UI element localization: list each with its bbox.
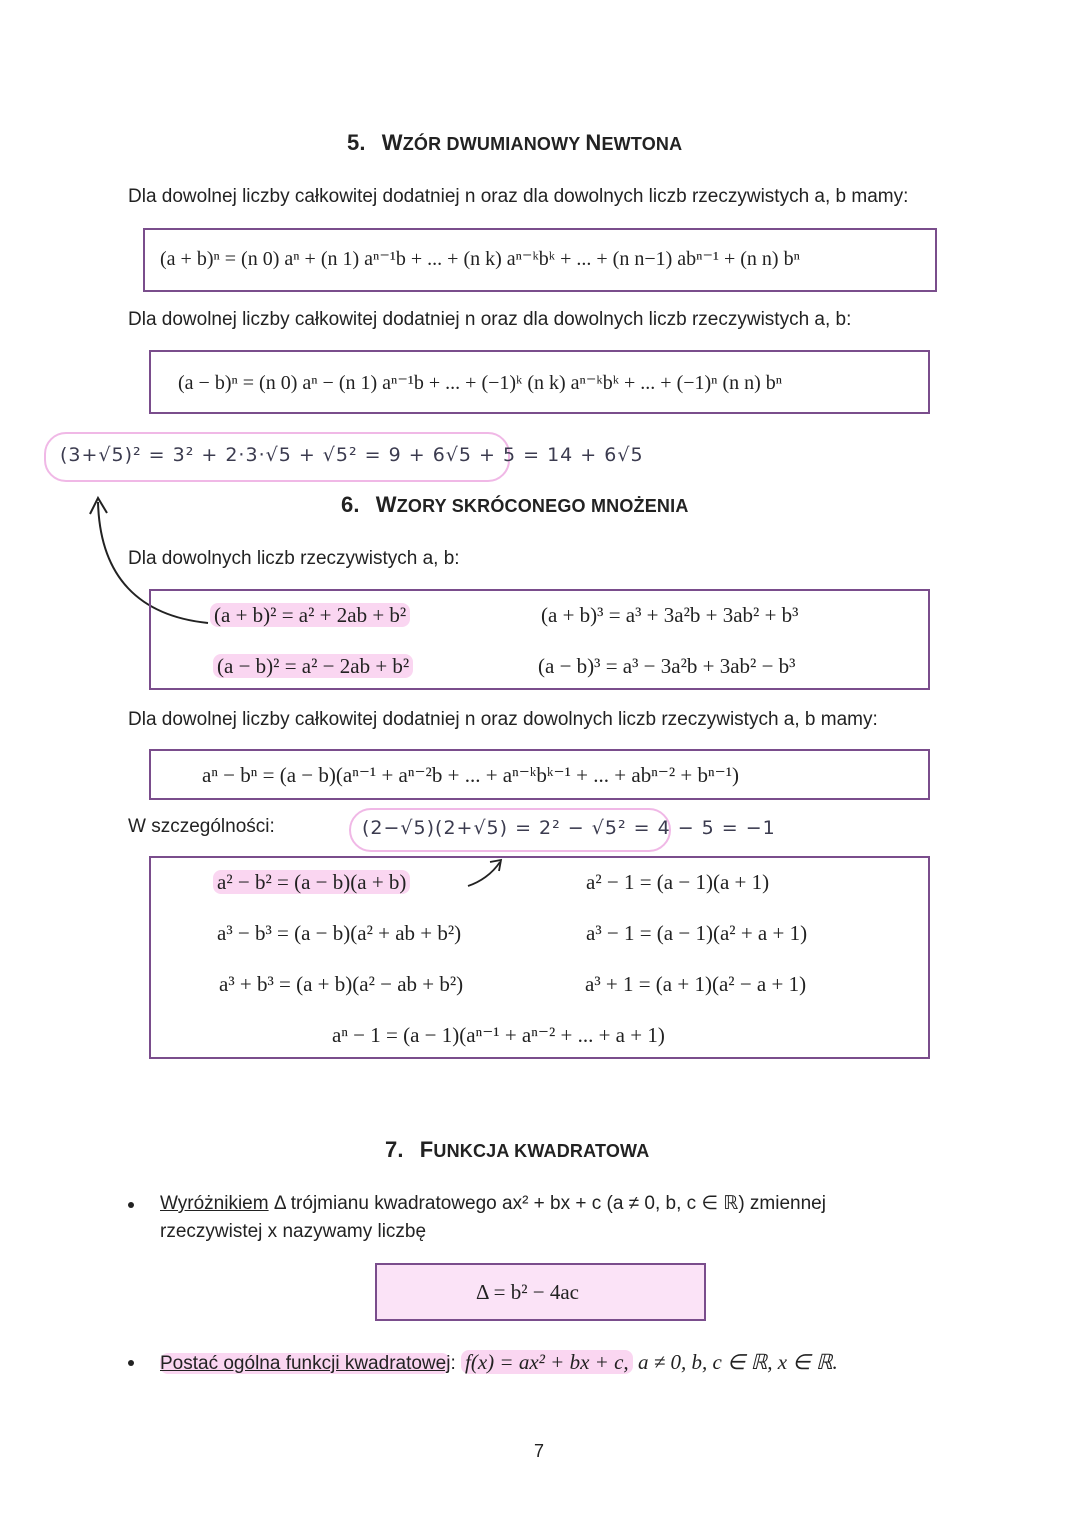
title-rest: ZORY SKRÓCONEGO MNOŻENIA bbox=[396, 496, 689, 516]
page-number: 7 bbox=[534, 1441, 545, 1461]
title-cap: N bbox=[585, 130, 602, 155]
title-rest: ZÓR DWUMIANOWY bbox=[402, 134, 586, 154]
discriminant-definition-line2: rzeczywistej x nazywamy liczbę bbox=[160, 1221, 427, 1242]
section-number: 6. bbox=[341, 492, 360, 517]
definition-text: Δ trójmianu kwadratowego ax² + bx + c (a ≠ 0, b, c ∈ ℝ) zmiennej bbox=[268, 1193, 826, 1214]
title-cap: F bbox=[419, 1137, 434, 1162]
quadratic-general-form bbox=[160, 1350, 838, 1375]
binomial-plus-formula: (a + b)ⁿ = (n 0) aⁿ + (n 1) aⁿ⁻¹b + ... + (n k) aⁿ⁻ᵏbᵏ + ... + (n n−1) abⁿ⁻¹ + (n n) bⁿ bbox=[160, 248, 800, 270]
binomial-intro-2: Dla dowolnej liczby całkowitej dodatniej n oraz dla dowolnych liczb rzeczywistych a, b: bbox=[128, 309, 852, 330]
formula-square-sum bbox=[210, 603, 410, 628]
binomial-minus-formula: (a − b)ⁿ = (n 0) aⁿ − (n 1) aⁿ⁻¹b + ... + (−1)ᵏ (n k) aⁿ⁻ᵏbᵏ + ... + (−1)ⁿ (n n) bⁿ bbox=[178, 372, 783, 394]
formula-an-minus-1: aⁿ − 1 = (a − 1)(aⁿ⁻¹ + aⁿ⁻² + ... + a + 1) bbox=[332, 1023, 665, 1047]
power-diff-intro: Dla dowolnej liczby całkowitej dodatniej n oraz dowolnych liczb rzeczywistych a, b mamy: bbox=[128, 709, 878, 730]
bullet bbox=[128, 1202, 134, 1208]
section-6-title bbox=[341, 492, 689, 518]
formula-cube-sum: (a + b)³ = a³ + 3a²b + 3ab² + b³ bbox=[541, 603, 799, 627]
formula-a2-minus-1: a² − 1 = (a − 1)(a + 1) bbox=[586, 870, 770, 894]
highlight: (a − b)² = a² − 2ab + b² bbox=[213, 654, 413, 678]
formula-a3-plus-1: a³ + 1 = (a + 1)(a² − a + 1) bbox=[585, 972, 807, 996]
formula-a3-minus-1: a³ − 1 = (a − 1)(a² + a + 1) bbox=[586, 921, 808, 945]
formula-power-diff: aⁿ − bⁿ = (a − b)(aⁿ⁻¹ + aⁿ⁻²b + ... + aⁿ⁻ᵏbᵏ⁻¹ + ... + abⁿ⁻² + bⁿ⁻¹) bbox=[202, 763, 740, 787]
bullet bbox=[128, 1360, 134, 1366]
term-underlined: Postać ogólna funkcji kwadratowej bbox=[160, 1353, 451, 1374]
formula-diff-squares bbox=[213, 870, 410, 895]
handwritten-note-square: (3+√5)² = 3² + 2·3·√5 + √5² = 9 + 6√5 + 5 = 14 + 6√5 bbox=[60, 444, 644, 466]
quadratic-conditions: a ≠ 0, b, c ∈ ℝ, x ∈ ℝ. bbox=[637, 1350, 838, 1374]
formula-sum-cubes: a³ + b³ = (a + b)(a² − ab + b²) bbox=[219, 972, 464, 996]
section-number: 5. bbox=[347, 130, 366, 155]
section-5-title bbox=[347, 130, 682, 156]
section-7-title bbox=[385, 1137, 649, 1163]
formula-square-diff bbox=[213, 654, 413, 679]
handwritten-note-product: (2−√5)(2+√5) = 2² − √5² = 4 − 5 = −1 bbox=[362, 817, 776, 839]
term-underlined: Wyróżnikiem bbox=[160, 1193, 269, 1214]
title-rest: UNKCJA KWADRATOWA bbox=[433, 1141, 650, 1161]
section-number: 7. bbox=[385, 1137, 404, 1162]
formula-cube-diff: (a − b)³ = a³ − 3a²b + 3ab² − b³ bbox=[538, 654, 796, 678]
colon: : bbox=[450, 1353, 456, 1374]
discriminant-formula: Δ = b² − 4ac bbox=[476, 1280, 579, 1304]
special-cases-label: W szczególności: bbox=[128, 816, 275, 837]
title-cap: W bbox=[375, 492, 397, 517]
short-mult-intro: Dla dowolnych liczb rzeczywistych a, b: bbox=[128, 548, 460, 569]
formula-diff-cubes: a³ − b³ = (a − b)(a² + ab + b²) bbox=[217, 921, 462, 945]
highlight: (a + b)² = a² + 2ab + b² bbox=[210, 603, 410, 627]
annotation-arrow-small bbox=[466, 856, 506, 890]
highlight: a² − b² = (a − b)(a + b) bbox=[213, 870, 410, 894]
title-cap: W bbox=[381, 130, 403, 155]
binomial-intro: Dla dowolnej liczby całkowitej dodatniej n oraz dla dowolnych liczb rzeczywistych a, b mamy: bbox=[128, 186, 909, 207]
discriminant-definition bbox=[160, 1192, 826, 1215]
quadratic-formula: f(x) = ax² + bx + c, bbox=[461, 1350, 633, 1374]
title-rest: EWTONA bbox=[601, 134, 683, 154]
